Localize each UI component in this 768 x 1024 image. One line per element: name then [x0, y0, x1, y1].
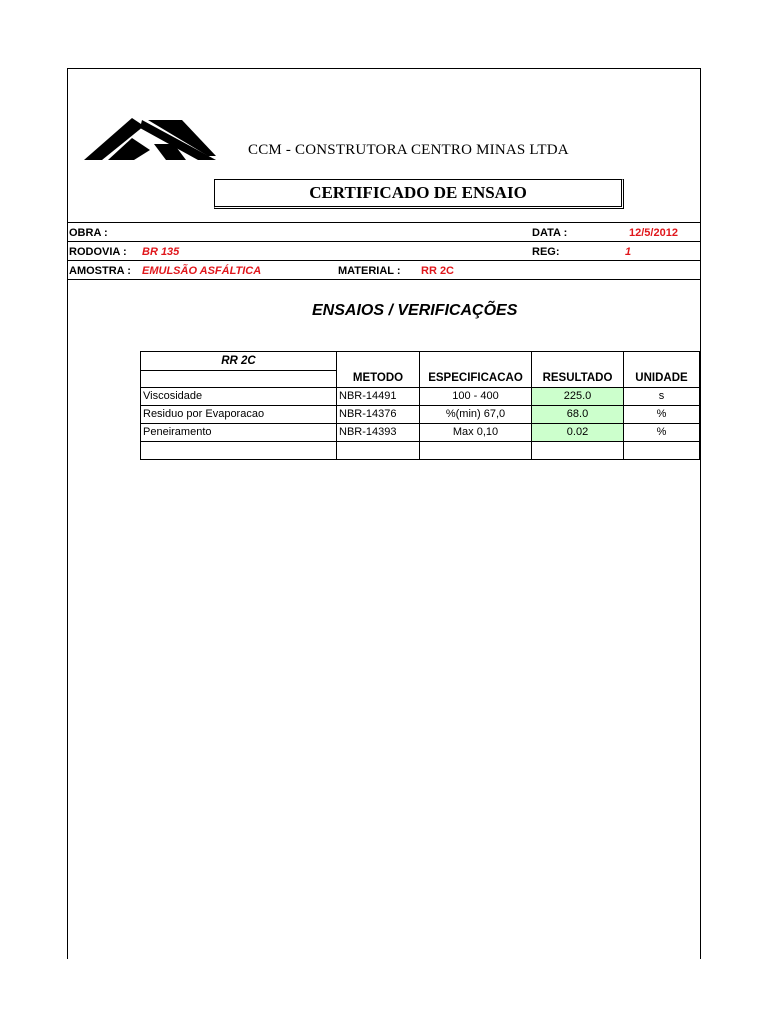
metodo-cell: NBR-14376 [337, 406, 420, 424]
ensaio-cell: Residuo por Evaporacao [141, 406, 337, 424]
material-value: RR 2C [421, 265, 455, 277]
resultado-cell: 68.0 [532, 406, 624, 424]
especificacao-cell: %(min) 67,0 [420, 406, 532, 424]
resultado-cell [532, 442, 624, 460]
table-row [141, 442, 700, 460]
header-unidade: UNIDADE [624, 352, 700, 388]
unidade-cell: % [624, 406, 700, 424]
unidade-cell [624, 442, 700, 460]
material-label: MATERIAL : [338, 265, 401, 277]
company-logo [82, 116, 216, 164]
metodo-cell [337, 442, 420, 460]
divider [67, 260, 700, 261]
metodo-cell: NBR-14393 [337, 424, 420, 442]
section-title: ENSAIOS / VERIFICAÇÕES [312, 302, 518, 319]
rodovia-value: BR 135 [142, 246, 180, 258]
table-row [141, 388, 700, 406]
data-label: DATA : [532, 227, 568, 239]
reg-label: REG: [532, 246, 560, 258]
obra-label: OBRA : [69, 227, 108, 239]
especificacao-cell: 100 - 400 [420, 388, 532, 406]
data-value: 12/5/2012 [629, 227, 678, 239]
resultado-cell: 0.02 [532, 424, 624, 442]
divider [67, 279, 700, 280]
ensaio-cell: Viscosidade [141, 388, 337, 406]
certificate-title: CERTIFICADO DE ENSAIO [214, 179, 624, 209]
divider [67, 222, 700, 223]
amostra-value: EMULSÃO ASFÁLTICA [142, 265, 262, 277]
company-name: CCM - CONSTRUTORA CENTRO MINAS LTDA [248, 142, 569, 158]
ensaio-cell [141, 442, 337, 460]
especificacao-cell [420, 442, 532, 460]
unidade-cell: % [624, 424, 700, 442]
tests-table [140, 351, 700, 460]
amostra-label: AMOSTRA : [69, 265, 131, 277]
resultado-cell: 225.0 [532, 388, 624, 406]
rodovia-label: RODOVIA : [69, 246, 127, 258]
reg-value: 1 [625, 246, 632, 258]
table-row [141, 424, 700, 442]
metodo-cell: NBR-14491 [337, 388, 420, 406]
group-header-spacer [141, 371, 337, 388]
header-resultado: RESULTADO [532, 352, 624, 388]
group-header: RR 2C [141, 352, 337, 371]
header-metodo: METODO [337, 352, 420, 388]
table-row [141, 406, 700, 424]
header-especificacao: ESPECIFICACAO [420, 352, 532, 388]
unidade-cell: s [624, 388, 700, 406]
especificacao-cell: Max 0,10 [420, 424, 532, 442]
ensaio-cell: Peneiramento [141, 424, 337, 442]
divider [67, 241, 700, 242]
